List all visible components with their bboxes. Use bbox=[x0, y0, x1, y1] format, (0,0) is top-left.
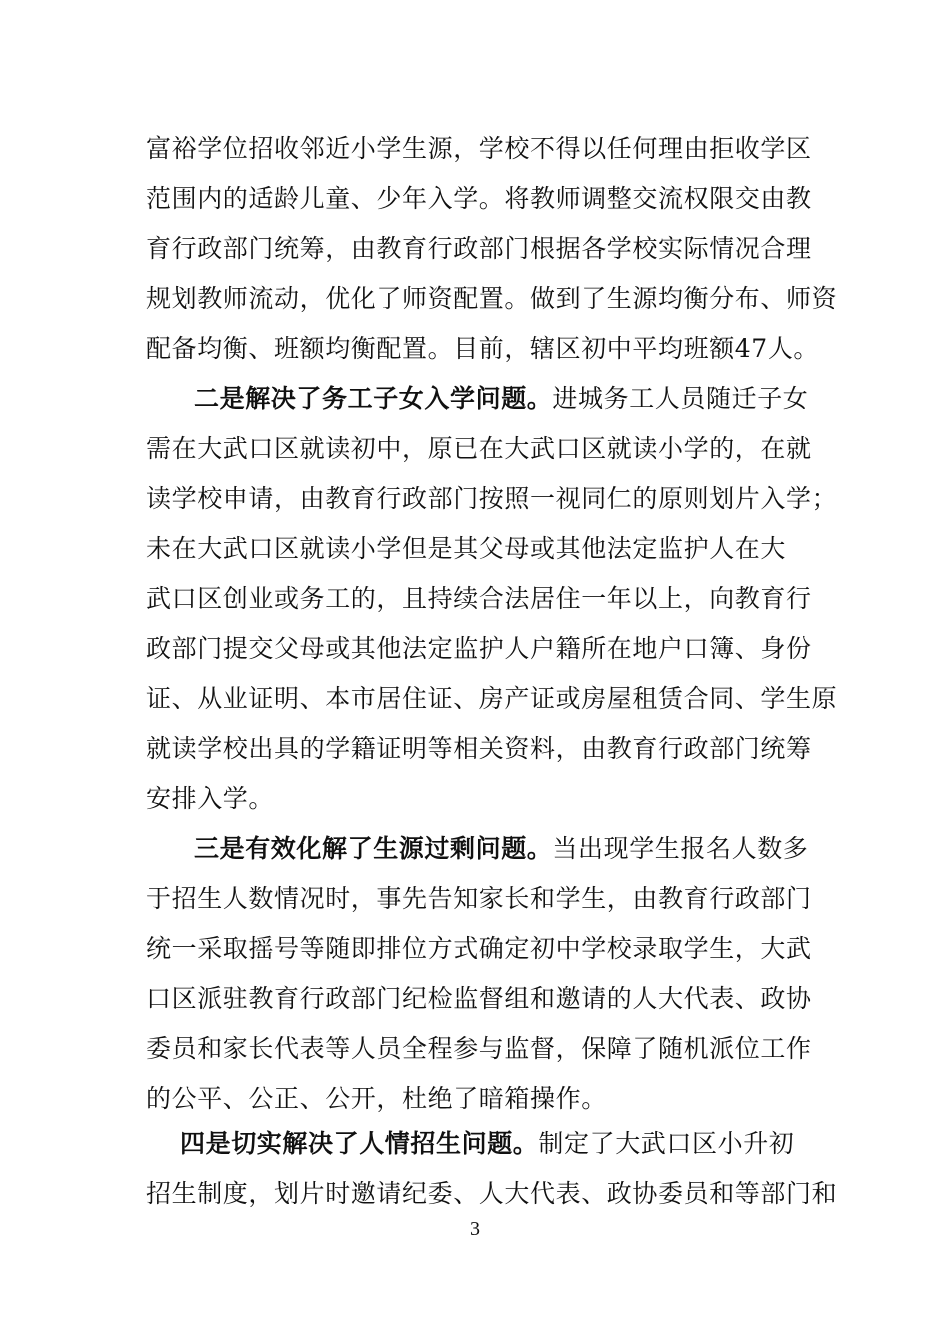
page-number: 3 bbox=[470, 1218, 480, 1240]
text-line bbox=[146, 374, 816, 424]
text-span: 进城务工人员随迁子女 bbox=[552, 384, 809, 413]
text-line: 范围内的适龄儿童、少年入学。将教师调整交流权限交由教 bbox=[146, 184, 812, 213]
text-line: 武口区创业或务工的，且持续合法居住一年以上，向教育行 bbox=[146, 584, 812, 613]
text-line: 需在大武口区就读初中，原已在大武口区就读小学的，在就 bbox=[146, 434, 812, 463]
text-line: 于招生人数情况时，事先告知家长和学生，由教育行政部门 bbox=[146, 884, 812, 913]
text-line bbox=[146, 1119, 816, 1169]
text-line: 配备均衡、班额均衡配置。目前，辖区初中平均班额47人。 bbox=[146, 334, 820, 363]
text-line: 招生制度，划片时邀请纪委、人大代表、政协委员和等部门和 bbox=[146, 1179, 838, 1208]
paragraph-4 bbox=[146, 1119, 838, 1219]
text-line bbox=[146, 824, 816, 874]
text-span: 当出现学生报名人数多 bbox=[552, 834, 809, 863]
text-line: 的公平、公正、公开，杜绝了暗箱操作。 bbox=[146, 1084, 607, 1113]
paragraph-lead: 四是切实解决了人情招生问题。 bbox=[180, 1129, 539, 1158]
text-line: 读学校申请，由教育行政部门按照一视同仁的原则划片入学； bbox=[146, 484, 838, 513]
text-span: 制定了大武口区小升初 bbox=[538, 1129, 795, 1158]
paragraph-2 bbox=[146, 374, 838, 824]
paragraph-lead: 二是解决了务工子女入学问题。 bbox=[194, 384, 553, 413]
text-line: 安排入学。 bbox=[146, 784, 275, 813]
text-line: 证、从业证明、本市居住证、房产证或房屋租赁合同、学生原 bbox=[146, 684, 838, 713]
paragraph-lead: 三是有效化解了生源过剩问题。 bbox=[194, 834, 553, 863]
text-line: 委员和家长代表等人员全程参与监督，保障了随机派位工作 bbox=[146, 1034, 812, 1063]
text-line: 统一采取摇号等随即排位方式确定初中学校录取学生，大武 bbox=[146, 934, 812, 963]
text-line: 富裕学位招收邻近小学生源，学校不得以任何理由拒收学区 bbox=[146, 134, 812, 163]
paragraph-1 bbox=[146, 124, 838, 374]
text-line: 育行政部门统筹，由教育行政部门根据各学校实际情况合理 bbox=[146, 234, 812, 263]
paragraph-3 bbox=[146, 824, 816, 1124]
text-line: 规划教师流动，优化了师资配置。做到了生源均衡分布、师资 bbox=[146, 284, 838, 313]
text-line: 就读学校出具的学籍证明等相关资料，由教育行政部门统筹 bbox=[146, 734, 812, 763]
text-line: 口区派驻教育行政部门纪检监督组和邀请的人大代表、政协 bbox=[146, 984, 812, 1013]
text-line: 政部门提交父母或其他法定监护人户籍所在地户口簿、身份 bbox=[146, 634, 812, 663]
text-line: 未在大武口区就读小学但是其父母或其他法定监护人在大 bbox=[146, 534, 787, 563]
